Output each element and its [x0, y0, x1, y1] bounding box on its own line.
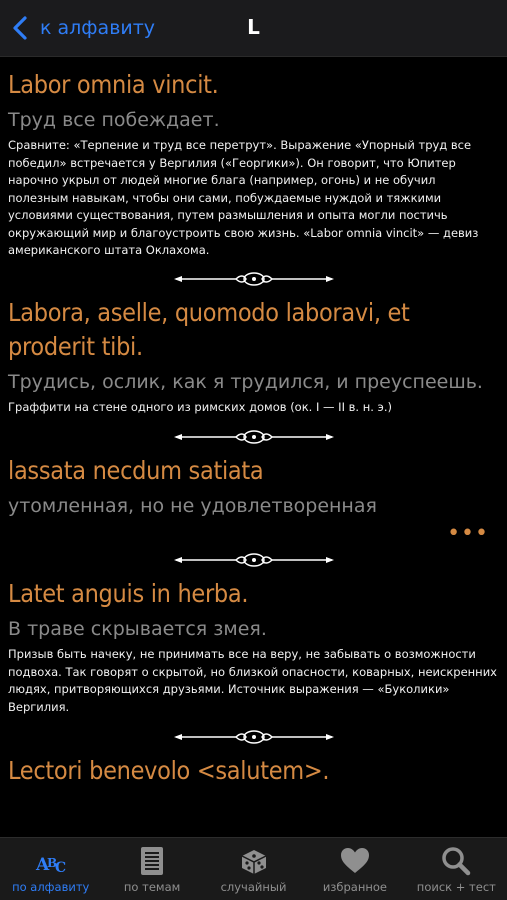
list-icon [136, 846, 168, 876]
latin-phrase: lassata necdum satiata [8, 456, 264, 485]
tab-random[interactable] [203, 838, 304, 900]
latin-phrase: Latet anguis in herba. [8, 579, 249, 608]
phrase-note: Сравните: «Терпение и труд все перетрут». Выражение «Упорный труд все победил» встречается у Вергилия («Георгики»). Он говорит, что Юпитер нарочно укрыл от людей многие блага (например, огонь) и не обучил полезным навыкам, чтобы они сами, побуждаемые нуждой и тяжкими условиями существования, путем размышления и опыта могли постичь окружающий мир и благоустроить свою жизнь. «Labor omnia vincit» — девиз американского штата Оклахома. [8, 138, 479, 257]
dice-icon [238, 846, 270, 876]
tab-label: по алфавиту [12, 880, 90, 894]
page-title: L [247, 15, 260, 39]
latin-phrase: Labor omnia vincit. [8, 70, 219, 99]
ornament-divider [0, 266, 507, 292]
phrase-translation: В траве скрывается змея. [8, 618, 267, 640]
back-button-label: к алфавиту [40, 17, 156, 39]
latin-phrase: Lectori benevolo <salutem>. [8, 756, 330, 785]
phrase-entry[interactable] [0, 454, 507, 547]
navigation-bar [0, 0, 507, 57]
phrase-entry[interactable] [0, 754, 507, 788]
ornament-divider [0, 547, 507, 573]
tab-label: по темам [123, 880, 181, 894]
tab-label: избранное [322, 880, 388, 894]
abc-icon [35, 846, 67, 876]
heart-icon [339, 846, 371, 876]
phrase-note: Призыв быть начеку, не принимать все на веру, не забывать о возможности подвоха. Так говорят о скрытой, но близкой опасности, коварных, неискренних людях, притворяющихся друзьями. Источник выражения — «Буколики» Вергилия. [8, 647, 497, 714]
latin-phrase: Labora, aselle, quomodo laboravi, et proderit tibi. [8, 297, 410, 361]
phrase-translation: утомленная, но не удовлетворенная [8, 495, 377, 517]
tab-bar [0, 837, 507, 900]
phrase-entry[interactable] [0, 68, 507, 260]
phrase-note: Граффити на стене одного из римских домов (ок. I — II в. н. э.) [8, 399, 392, 414]
search-icon [440, 846, 472, 876]
tab-search-test[interactable] [406, 838, 507, 900]
phrase-translation: Труд все побеждает. [8, 109, 220, 131]
back-button[interactable] [10, 12, 155, 44]
ornament-divider [0, 724, 507, 750]
more-options-button[interactable]: ••• [447, 521, 489, 546]
svg-text:A: A [35, 855, 49, 875]
phrase-entry[interactable] [0, 296, 507, 417]
tab-favorites[interactable] [304, 838, 405, 900]
phrase-list[interactable] [0, 56, 507, 838]
tab-label: поиск + тест [416, 880, 496, 894]
svg-text:C: C [54, 860, 66, 876]
ornament-divider [0, 424, 507, 450]
tab-label: случайный [220, 880, 287, 894]
phrase-translation: Трудись, ослик, как я трудился, и преуспеешь. [8, 370, 483, 393]
tab-topics[interactable] [101, 838, 202, 900]
phrase-entry[interactable] [0, 577, 507, 716]
tab-alphabet[interactable] [0, 838, 101, 900]
svg-text:B: B [46, 856, 57, 870]
chevron-left-icon [10, 15, 32, 41]
